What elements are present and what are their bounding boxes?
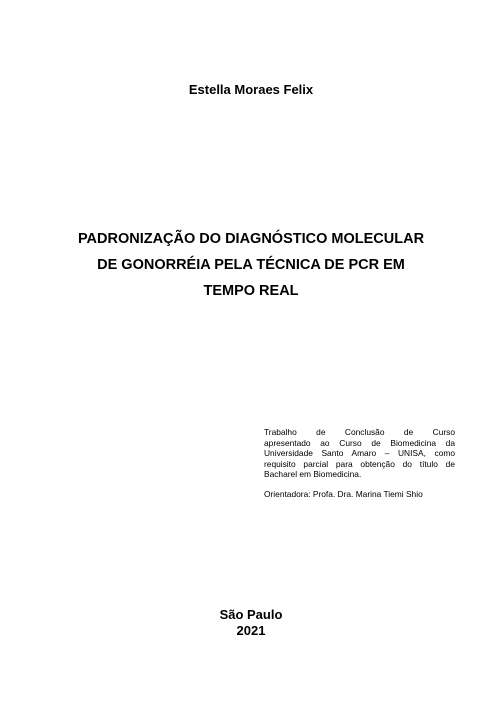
description-line: apresentado ao Curso de Biomedicina da — [264, 437, 455, 448]
thesis-title — [40, 226, 462, 304]
year: 2021 — [236, 623, 266, 638]
title-line: DE GONORRÉIA PELA TÉCNICA DE PCR EM — [97, 257, 405, 273]
description-line: Bacharel em Biomedicina. — [264, 469, 362, 480]
city: São Paulo — [219, 607, 283, 622]
thesis-description — [264, 427, 455, 480]
title-line: PADRONIZAÇÃO DO DIAGNÓSTICO MOLECULAR — [77, 231, 425, 247]
description-line: requisito parcial para obtenção do título de — [264, 458, 455, 469]
description-line: Universidade Santo Amaro – UNISA, como — [264, 448, 455, 459]
advisor-line: Orientadora: Profa. Dra. Marina Tiemi Shio — [264, 489, 423, 499]
author-name: Estella Moraes Felix — [188, 82, 314, 97]
description-line: Trabalho de Conclusão de Curso — [264, 427, 455, 437]
title-line: TEMPO REAL — [203, 283, 299, 299]
